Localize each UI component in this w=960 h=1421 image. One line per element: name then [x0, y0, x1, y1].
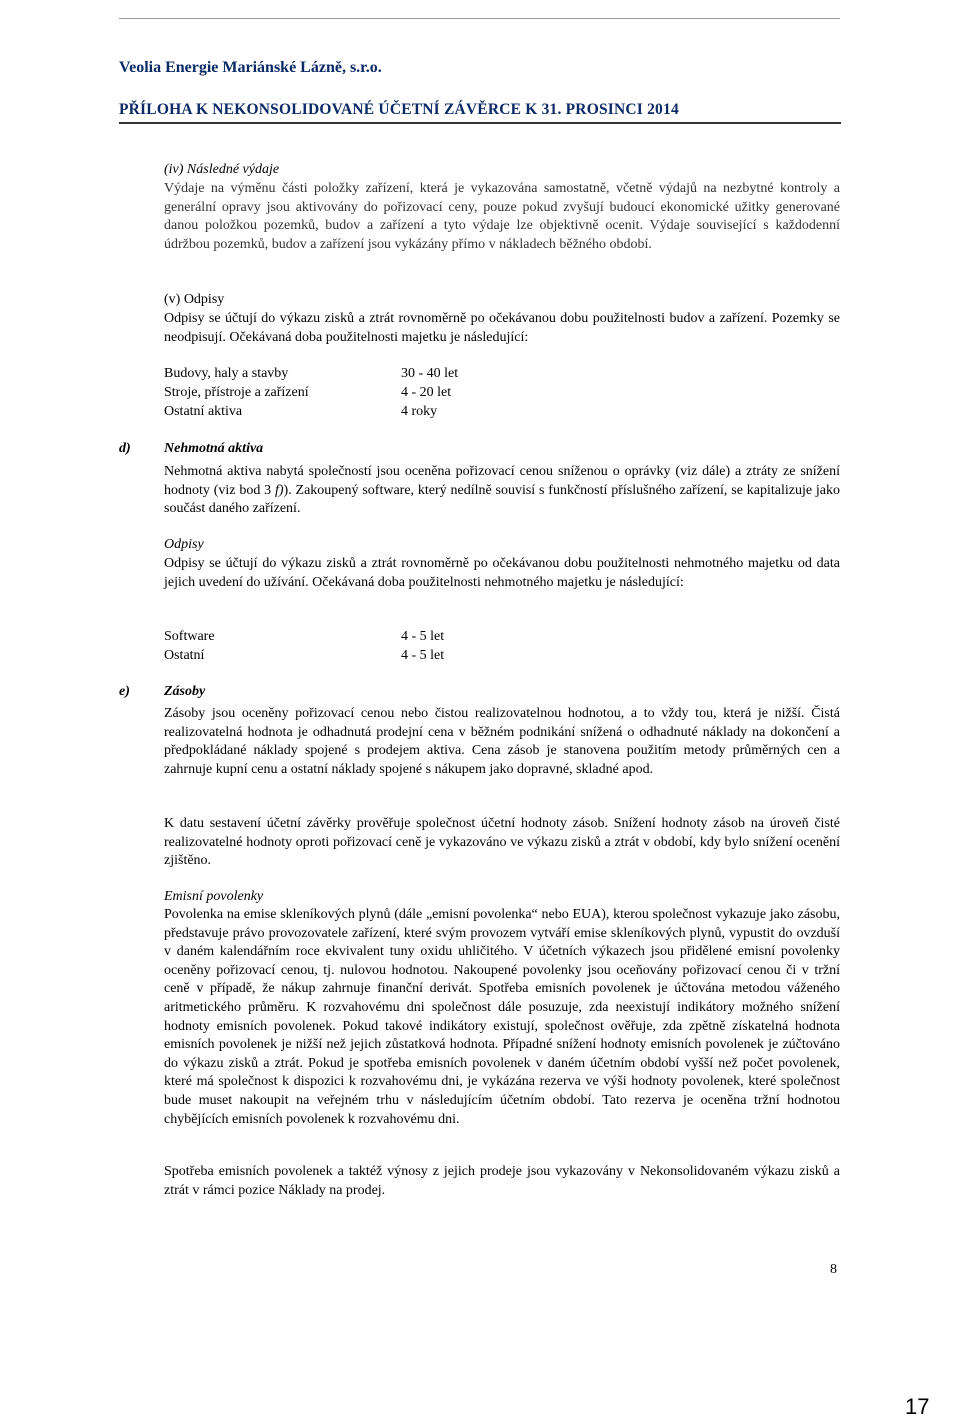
section-d-subtext: Odpisy se účtují do výkazu zisků a ztrát rovnoměrně po očekávanou dobu použitelnosti nehmotného majetku od data jejich uvedení do užívání. Očekávaná doba použitelnosti nehmotného majetku je následující:	[164, 556, 840, 590]
section-e-title: Zásoby	[164, 684, 206, 699]
intangible-type-label: Ostatní	[164, 648, 205, 663]
section-d-subheading: Odpisy	[164, 537, 204, 552]
asset-type-label: Budovy, haly a stavby	[164, 366, 289, 381]
title-rule	[119, 122, 841, 124]
asset-type-label: Ostatní aktiva	[164, 404, 243, 419]
section-v-heading: (v) Odpisy	[164, 292, 225, 307]
top-rule	[119, 18, 840, 19]
section-v-text: Odpisy se účtují do výkazu zisků a ztrát rovnoměrně po očekávanou dobu použitelnosti budov a zařízení. Pozemky se neodpisují. Očekávaná doba použitelnosti majetku je následující:	[164, 311, 840, 345]
intangible-life-value: 4 - 5 let	[401, 629, 445, 644]
asset-life-value: 30 - 40 let	[401, 366, 459, 381]
section-e-text-4: Spotřeba emisních povolenek a taktéž výnosy z jejich prodeje jsou vykazovány v Nekonsolidovaném výkazu zisků a ztrát v rámci pozice Náklady na prodej.	[164, 1164, 840, 1198]
section-d-title: Nehmotná aktiva	[164, 441, 264, 456]
intangible-life-value: 4 - 5 let	[401, 648, 445, 663]
asset-type-label: Stroje, přístroje a zařízení	[164, 385, 309, 400]
asset-life-value: 4 roky	[401, 404, 438, 419]
section-e-letter: e)	[119, 684, 130, 699]
section-d-text	[164, 463, 840, 519]
section-iv-heading: (iv) Následné výdaje	[164, 162, 280, 177]
company-name: Veolia Energie Mariánské Lázně, s.r.o.	[119, 59, 382, 76]
section-d-reference: f)	[274, 482, 284, 498]
section-d-letter: d)	[119, 441, 131, 456]
section-d-text-part2: ). Zakoupený software, který nedílně souvisí s funkčností příslušného zařízení, se kapitalizuje jako součást daného zařízení.	[164, 482, 840, 517]
emission-allowances-heading: Emisní povolenky	[164, 889, 264, 904]
report-title: PŘÍLOHA K NEKONSOLIDOVANÉ ÚČETNÍ ZÁVĚRCE K 31. PROSINCI 2014	[119, 101, 679, 118]
page-number: 8	[830, 1262, 837, 1277]
asset-life-value: 4 - 20 let	[401, 385, 452, 400]
intangible-type-label: Software	[164, 629, 215, 644]
section-e-text-2: K datu sestavení účetní závěrky prověřuje společnost účetní hodnoty zásob. Snížení hodnoty zásob na úroveň čisté realizovatelné hodnoty oproti pořizovací ceně je vykazováno ve výkazu zisků a ztrát v období, kdy bylo snížení ocenění zjištěno.	[164, 816, 840, 869]
section-e-text-3: Povolenka na emise skleníkových plynů (dále „emisní povolenka“ nebo EUA), kterou společnost vykazuje jako zásobu, představuje právo provozovatele zařízení, které svým provozem vytváří emise skleníkových plynů, vypustit do ovzduší v daném kalendářním roce ekvivalent tuny oxidu uhličitého. V účetních výkazech jsou přidělené emisní povolenky oceněny pořizovací cenou, tj. nulovou hodnotou. Nakoupené povolenky jsou oceňovány pořizovací cenou či v tržní ceně v případě, že nákup zahrnuje finanční derivát. Spotřeba emisních povolenek je účtována metodou váženého aritmetického průměru. K rozvahovému dni společnost dále posuzuje, zda neexistují indikátory možného snížení hodnoty emisních povolenek. Pokud takové indikátory existují, společnost ověřuje, zda zpětně získatelná hodnota emisních povolenek je nižší než jejich zůstatková hodnota. Případné snížení hodnoty emisních povolenek je zúčtováno do výkazu zisků a ztrát. Pokud je spotřeba emisních povolenek v daném účetním období vyšší než počet povolenek, které má společnost k dispozici k rozvahovému dni, je vykázána rezerva ve výši hodnoty povolenek, které společnost bude muset nakoupit na veřejném trhu v následujícím účetním období. Tato rezerva je oceněna tržní hodnotou chybějících emisních povolenek k rozvahovému dni.	[164, 907, 840, 1127]
section-iv-text: Výdaje na výměnu části položky zařízení, která je vykazována samostatně, včetně výdajů na nezbytné kontroly a generální opravy jsou aktivovány do pořizovací ceny, pouze pokud zvyšují budoucí ekonomické užitky generované danou položkou pozemků, budov a zařízení a tyto výdaje lze objektivně ocenit. Výdaje související s každodenní údržbou pozemků, budov a zařízení jsou vykázány přímo v nákladech běžného období.	[164, 181, 840, 252]
section-d-text-part1: Nehmotná aktiva nabytá společností jsou oceněna pořizovací cenou sníženou o oprávky (viz dále) a ztráty ze snížení hodnoty (viz bod 3	[164, 464, 840, 498]
section-e-text-1: Zásoby jsou oceněny pořizovací cenou nebo čistou realizovatelnou hodnotou, a to vždy tou, která je nižší. Čistá realizovatelná hodnota je odhadnutá prodejní cena v běžném podnikání snížená o odhadnuté náklady na dokončení a předpokládané náklady spojené s prodejem aktiva. Cena zásob je stanovena použitím metody průměrných cen a zahrnuje kupní cenu a ostatní náklady spojené s nákupem jako dopravné, skladné apod.	[164, 706, 840, 777]
corner-page-number: 17	[905, 1394, 930, 1419]
